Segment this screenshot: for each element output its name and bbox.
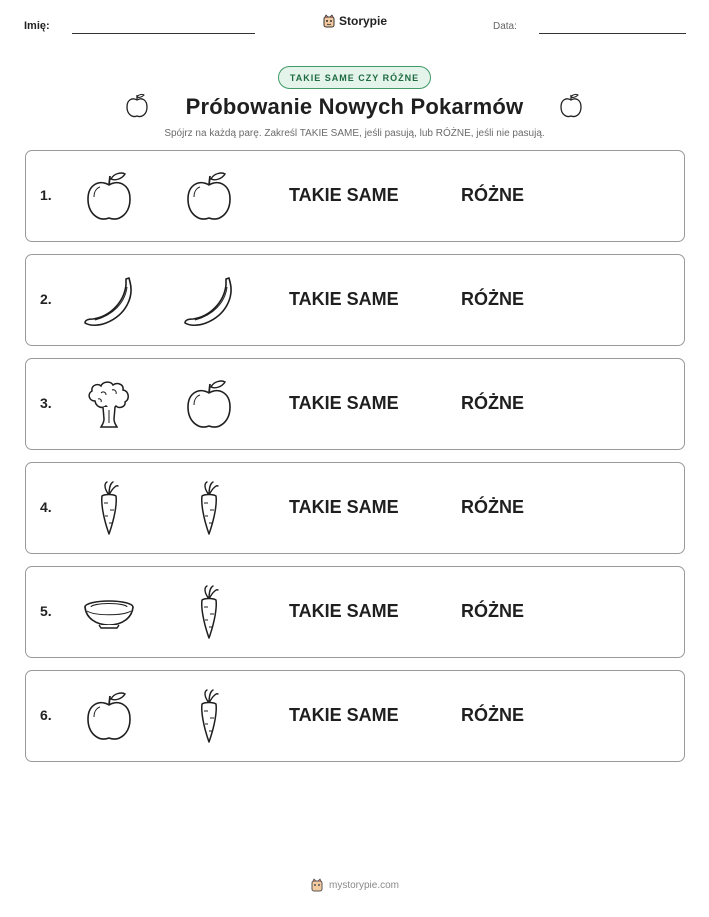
name-field[interactable] xyxy=(72,33,255,34)
carrot-icon xyxy=(181,689,237,745)
brand-logo xyxy=(322,14,387,28)
worksheet-badge: TAKIE SAME CZY RÓŻNE xyxy=(278,66,431,89)
same-option[interactable]: TAKIE SAME xyxy=(289,497,399,517)
row-number: 6. xyxy=(40,707,52,723)
row-number: 2. xyxy=(40,291,52,307)
bowl-icon xyxy=(81,585,137,641)
instructions: Spójrz na każdą parę. Zakreśl TAKIE SAME, jeśli pasują, lub RÓŻNE, jeśli nie pasują. xyxy=(164,128,545,139)
date-field[interactable] xyxy=(539,33,686,34)
same-option[interactable]: TAKIE SAME xyxy=(289,393,399,413)
footer xyxy=(0,878,709,892)
same-option[interactable]: TAKIE SAME xyxy=(289,289,399,309)
different-option[interactable]: RÓŻNE xyxy=(461,601,524,621)
apple-icon xyxy=(181,377,237,433)
different-option[interactable]: RÓŻNE xyxy=(461,393,524,413)
storypie-mascot-icon xyxy=(310,878,324,892)
storypie-mascot-icon xyxy=(322,14,336,28)
exercise-list xyxy=(25,150,685,774)
apple-icon xyxy=(558,92,584,120)
exercise-row xyxy=(25,670,685,762)
banana-icon xyxy=(81,273,137,329)
row-number: 1. xyxy=(40,187,52,203)
same-option[interactable]: TAKIE SAME xyxy=(289,601,399,621)
different-option[interactable]: RÓŻNE xyxy=(461,497,524,517)
page-title: Próbowanie Nowych Pokarmów xyxy=(185,94,524,119)
apple-icon xyxy=(181,169,237,225)
row-number: 5. xyxy=(40,603,52,619)
exercise-row xyxy=(25,150,685,242)
same-option[interactable]: TAKIE SAME xyxy=(289,705,399,725)
worksheet-header xyxy=(0,14,709,40)
same-option[interactable]: TAKIE SAME xyxy=(289,185,399,205)
exercise-row xyxy=(25,254,685,346)
carrot-icon xyxy=(81,481,137,537)
date-label: Data: xyxy=(493,21,517,32)
exercise-row xyxy=(25,566,685,658)
different-option[interactable]: RÓŻNE xyxy=(461,289,524,309)
carrot-icon xyxy=(181,585,237,641)
title-area xyxy=(0,90,709,124)
apple-icon xyxy=(81,169,137,225)
name-label: Imię: xyxy=(24,20,50,32)
row-number: 4. xyxy=(40,499,52,515)
row-number: 3. xyxy=(40,395,52,411)
banana-icon xyxy=(181,273,237,329)
exercise-row xyxy=(25,358,685,450)
different-option[interactable]: RÓŻNE xyxy=(461,705,524,725)
broccoli-icon xyxy=(81,377,137,433)
different-option[interactable]: RÓŻNE xyxy=(461,185,524,205)
footer-url: mystorypie.com xyxy=(328,879,399,891)
brand-name: Storypie xyxy=(339,14,388,28)
apple-icon xyxy=(81,689,137,745)
carrot-icon xyxy=(181,481,237,537)
exercise-row xyxy=(25,462,685,554)
